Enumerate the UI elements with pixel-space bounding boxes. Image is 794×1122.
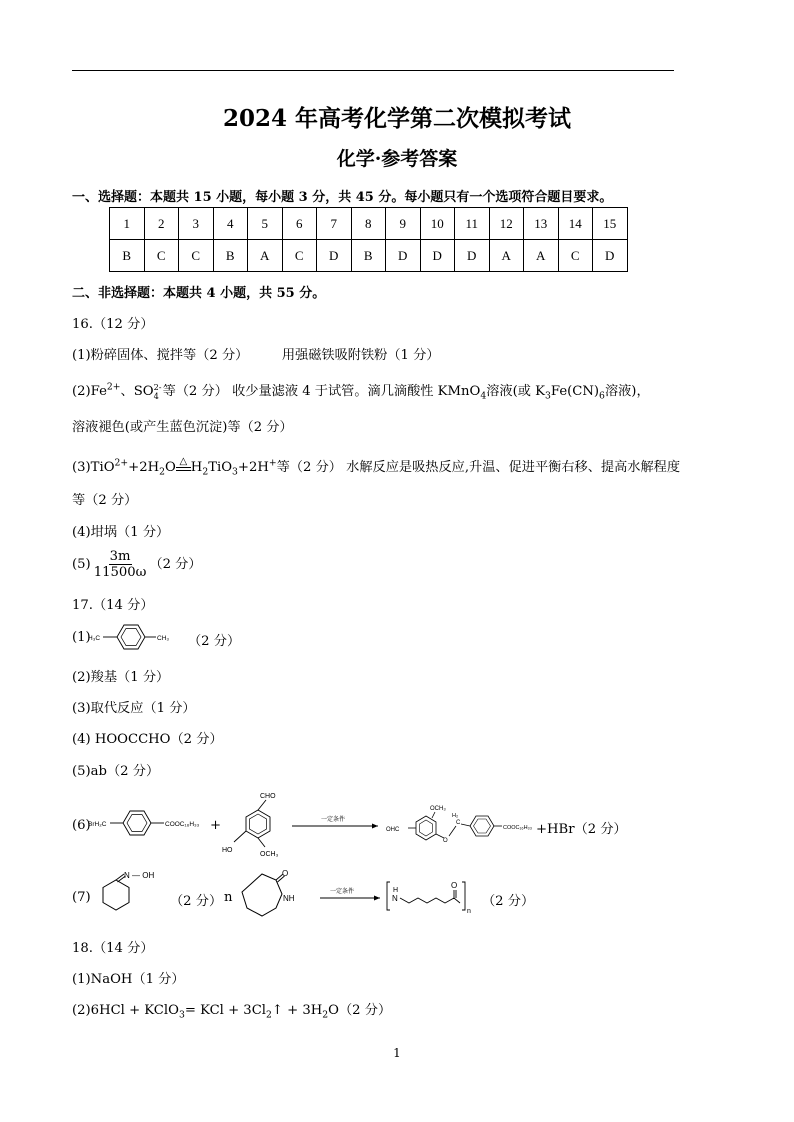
q17-part2: (2)羧基（1 分） (72, 670, 170, 685)
text-segment: 等（2 分） 水解反应是吸热反应,升温、促进平衡右移、提高水解程度 (276, 460, 681, 475)
q16-header: 16.（12 分） (72, 317, 154, 332)
nylon6-polymer-structure (384, 878, 480, 918)
text-segment: 、SO (120, 384, 154, 399)
text-segment: (2)Fe (72, 384, 107, 399)
monomer-count-n: n (224, 890, 233, 905)
methyl-label: H₃C (88, 635, 101, 642)
q16-part5 (72, 549, 202, 580)
text-segment: 等（2 分） 收少量滤液 4 于试管。滴几滴酸性 KMnO (162, 384, 481, 399)
answer-cell: C (558, 240, 593, 272)
top-rule (72, 70, 674, 71)
q16-part1: (1)粉碎固体、搅拌等（2 分） 用强磁铁吸附铁粉（1 分） (72, 348, 440, 363)
question-number-cell: 8 (351, 208, 386, 240)
text-segment: (5) (72, 557, 91, 573)
answer-cell: C (144, 240, 179, 272)
carbonyl-oxygen-label: O (282, 869, 289, 878)
q17-part6-prefix: (6) (72, 818, 91, 833)
question-number-cell: 4 (213, 208, 248, 240)
subscript: 3 (232, 466, 238, 478)
text-segment: TiO (208, 460, 233, 475)
subscript: 4 (480, 390, 487, 402)
ester-label: COOC₁₆H₃₃ (503, 825, 533, 831)
answer-cell: D (593, 240, 628, 272)
section-choice-header: 一、选择题：本题共 15 小题，每小题 3 分，共 45 分。每小题只有一个选项符合题目要求。 (72, 190, 613, 205)
plus-sign: + (210, 818, 222, 833)
subscript: 2 (322, 1009, 329, 1021)
question-number-cell: 1 (110, 208, 145, 240)
ether-oxygen-label: O (443, 838, 448, 844)
product-ether-structure (386, 800, 548, 848)
question-number-cell: 7 (317, 208, 352, 240)
text-segment: +2H (128, 460, 160, 475)
fraction-numerator: 3m (109, 549, 131, 564)
aldehyde-label: OHC (386, 827, 400, 833)
benzyl-bromide-ester-structure (88, 806, 213, 840)
reaction-arrow (318, 886, 384, 906)
q17-part4: (4) HOOCCHO（2 分） (72, 732, 223, 747)
subscript: 2 (159, 466, 165, 478)
q16-part3-line1 (72, 456, 681, 478)
carbonyl-oxygen-label: O (451, 881, 458, 890)
question-number-cell: 6 (282, 208, 317, 240)
subscript: 3 (178, 1009, 185, 1021)
q17-part7-prefix: (7) (72, 890, 91, 905)
answer-table (109, 207, 628, 272)
text-segment: (2)6HCl + KClO (72, 1003, 179, 1018)
subscript: 2 (266, 1009, 272, 1021)
text-segment: 溶液)， (604, 384, 650, 399)
answer-cell: D (317, 240, 352, 272)
text-segment: （2 分） (149, 557, 202, 573)
ester-label: COOC₁₆H₃₃ (165, 821, 200, 828)
hydroxyl-label: HO (222, 847, 233, 854)
q16-part2-line1 (72, 380, 650, 400)
methylene-h2-label: H₂ (452, 813, 459, 819)
text-segment: O (164, 460, 176, 475)
subscript: 2 (202, 466, 209, 478)
methoxy-label: OCH₃ (430, 806, 446, 812)
oxime-label: N — OH (124, 871, 155, 880)
superscript: 2+ (114, 457, 129, 469)
text-segment: = KCl + 3Cl (184, 1003, 267, 1018)
answer-cell: B (213, 240, 248, 272)
q16-part4: (4)坩埚（1 分） (72, 525, 170, 540)
page-number: 1 (393, 1046, 401, 1060)
delta-symbol: △ (179, 456, 188, 467)
question-number-cell: 11 (455, 208, 490, 240)
page-title: 2024 年高考化学第二次模拟考试 (222, 105, 572, 132)
q17-part1-prefix: (1) (72, 630, 91, 645)
p-xylene-structure (88, 620, 186, 654)
methoxy-label: OCH₃ (260, 851, 279, 858)
q17-part3: (3)取代反应（1 分） (72, 701, 196, 716)
ion-charge-index (154, 383, 162, 399)
page-subtitle: 化学·参考答案 (336, 148, 458, 170)
methyl-label: CH₃ (157, 635, 170, 642)
answer-cell: D (386, 240, 421, 272)
answer-cell: B (110, 240, 145, 272)
amide-nh-label: NH (283, 894, 295, 903)
answer-table-numbers-row (110, 208, 628, 240)
question-number-cell: 13 (524, 208, 559, 240)
text-segment: H (190, 460, 203, 475)
caprolactam-structure (232, 868, 302, 928)
methylene-c-label: C (456, 820, 461, 826)
fraction (93, 549, 148, 580)
subscript: 6 (599, 390, 605, 402)
q18-part2 (72, 999, 392, 1021)
amide-h-label: H (393, 887, 399, 894)
q16-part3-line2: 等（2 分） (72, 493, 138, 508)
bromomethyl-label: BrH₂C (88, 821, 107, 828)
question-number-cell: 14 (558, 208, 593, 240)
answer-cell: C (179, 240, 214, 272)
text-segment: (3)TiO (72, 460, 115, 475)
text-segment: 溶液(或 K (486, 384, 545, 399)
reaction-arrow (290, 814, 382, 834)
text-segment: +2H (237, 460, 269, 475)
text-segment: ↑ + 3H (271, 1003, 323, 1018)
answer-cell: A (524, 240, 559, 272)
superscript: 2- (153, 382, 162, 393)
q17-part5: (5)ab（2 分） (72, 764, 160, 779)
q17-part6-byproduct: +HBr（2 分） (536, 822, 627, 837)
q17-part1-score: （2 分） (188, 634, 241, 649)
vanillin-structure (220, 786, 292, 862)
superscript: + (268, 457, 277, 469)
question-number-cell: 5 (248, 208, 283, 240)
question-number-cell: 3 (179, 208, 214, 240)
section-nonchoice-header: 二、非选择题：本题共 4 小题，共 55 分。 (72, 286, 326, 301)
aldehyde-label: CHO (260, 793, 276, 800)
amide-n-label: N (392, 894, 398, 903)
answer-cell: A (248, 240, 283, 272)
answer-cell: A (489, 240, 524, 272)
degree-of-polymerization-label: n (467, 908, 471, 915)
question-number-cell: 15 (593, 208, 628, 240)
q17-header: 17.（14 分） (72, 598, 154, 613)
reaction-condition-label: 一定条件 (321, 817, 346, 823)
question-number-cell: 9 (386, 208, 421, 240)
answer-table-answers-row (110, 240, 628, 272)
question-number-cell: 12 (489, 208, 524, 240)
q17-part7-score1: （2 分） (170, 894, 223, 909)
subscript: 3 (545, 390, 551, 402)
reaction-condition-label: 一定条件 (330, 889, 355, 895)
subscript: 4 (153, 390, 159, 401)
q18-header: 18.（14 分） (72, 941, 154, 956)
text-segment: O（2 分） (328, 1003, 392, 1018)
fraction-denominator: 11500ω (93, 565, 147, 581)
q18-part1: (1)NaOH（1 分） (72, 972, 185, 987)
cyclohexanone-oxime-structure (90, 872, 168, 924)
answer-cell: D (420, 240, 455, 272)
superscript: 2+ (106, 381, 121, 393)
answer-cell: C (282, 240, 317, 272)
question-number-cell: 2 (144, 208, 179, 240)
heating-equals-sign (176, 457, 191, 475)
q17-part7-score2: （2 分） (482, 894, 535, 909)
answer-cell: B (351, 240, 386, 272)
question-number-cell: 10 (420, 208, 455, 240)
text-segment: Fe(CN) (550, 384, 600, 399)
answer-cell: D (455, 240, 490, 272)
q16-part2-line2: 溶液褪色(或产生蓝色沉淀)等（2 分） (72, 420, 293, 435)
equals-bar (176, 467, 191, 471)
